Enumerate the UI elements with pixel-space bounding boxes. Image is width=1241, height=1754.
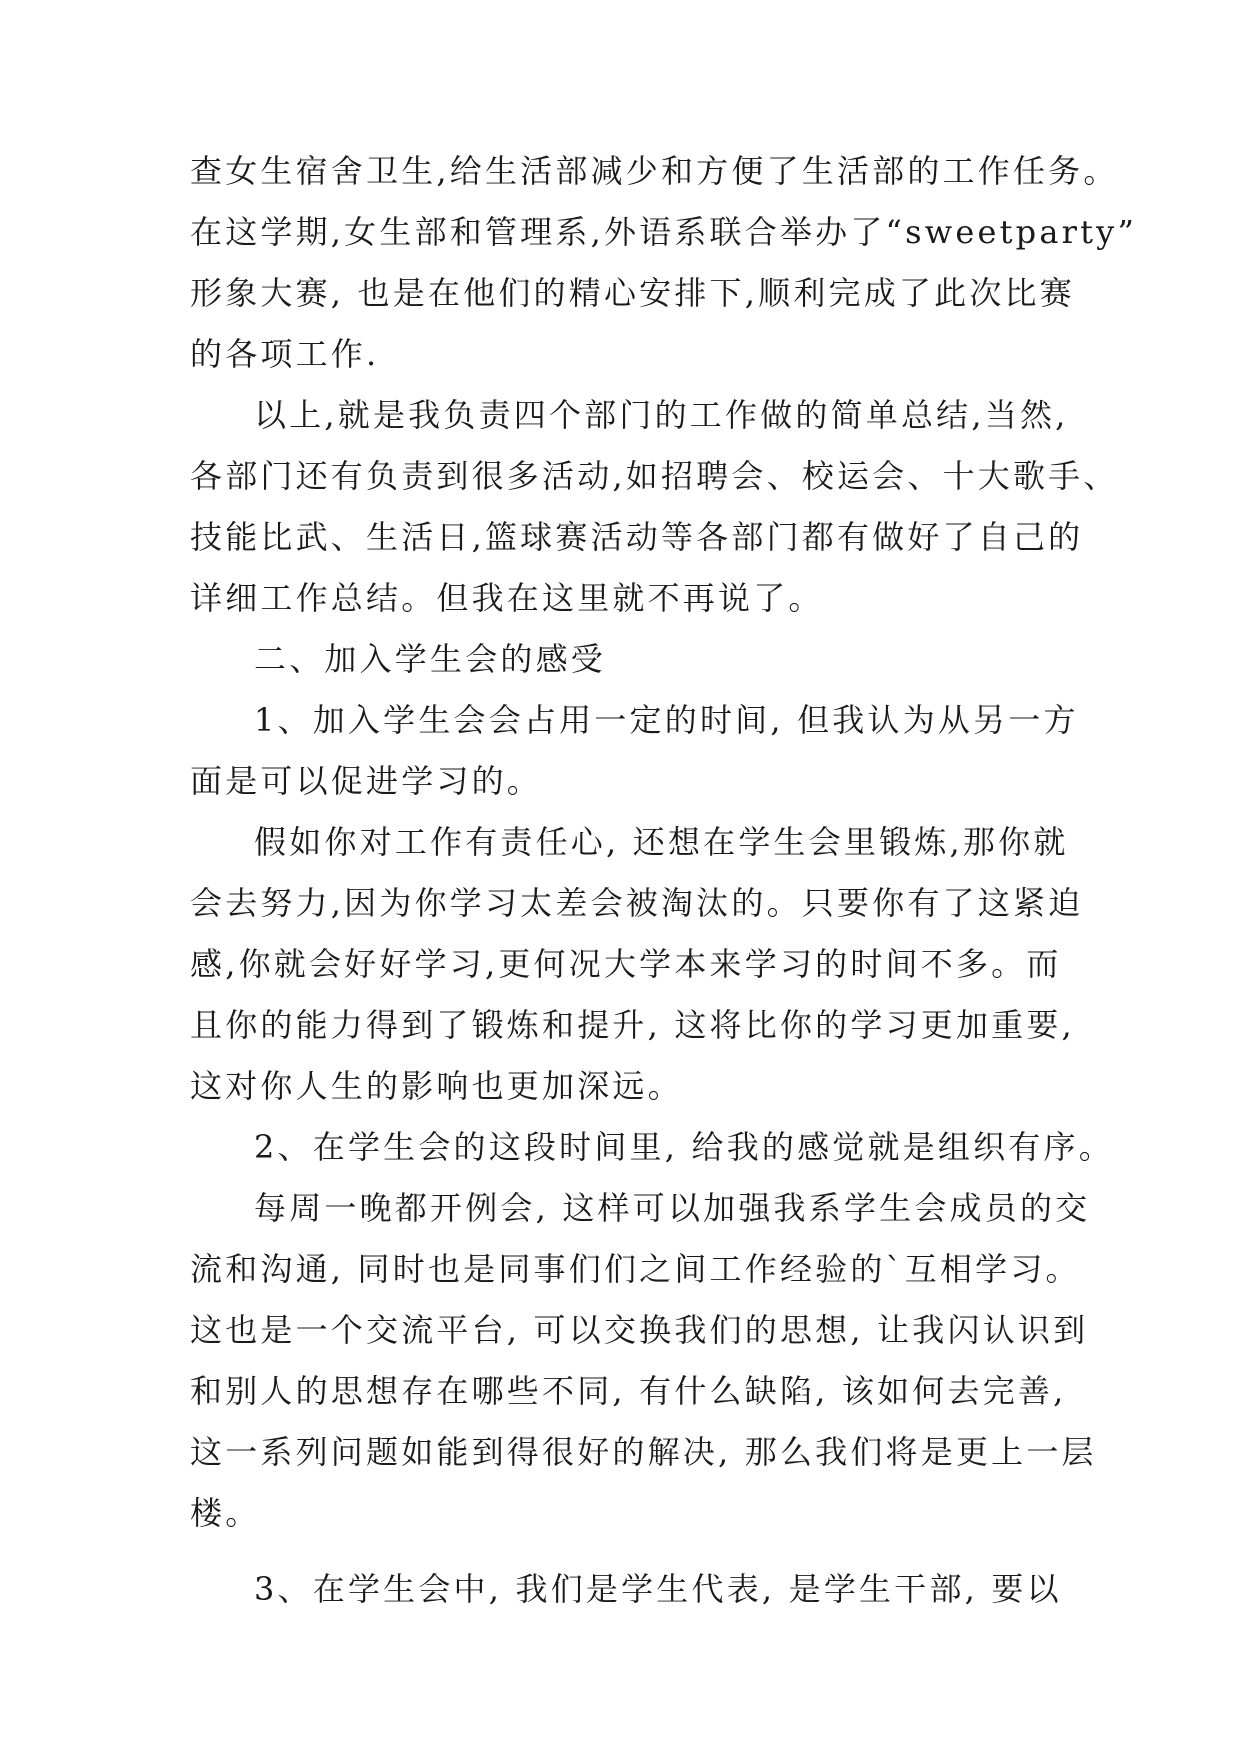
text-line: 流和沟通, 同时也是同事们们之间工作经验的`互相学习。: [190, 1250, 1081, 1288]
text-line: 形象大赛, 也是在他们的精心安排下,顺利完成了此次比赛: [190, 274, 1075, 312]
section-heading: 二、加入学生会的感受: [254, 640, 607, 678]
text-line: 假如你对工作有责任心, 还想在学生会里锻炼,那你就: [254, 823, 1069, 861]
text-line: 感,你就会好好学习,更何况大学本来学习的时间不多。而: [190, 945, 1062, 983]
text-line: 3、在学生会中, 我们是学生代表, 是学生干部, 要以: [254, 1570, 1062, 1608]
text-line: 2、在学生会的这段时间里, 给我的感觉就是组织有序。: [254, 1128, 1114, 1166]
text-line: 1、加入学生会会占用一定的时间, 但我认为从另一方: [254, 701, 1079, 739]
text-line: 技能比武、生活日,篮球赛活动等各部门都有做好了自己的: [190, 518, 1084, 556]
text-line: 面是可以促进学习的。: [190, 762, 543, 800]
text-line: 查女生宿舍卫生,给生活部减少和方便了生活部的工作任务。: [190, 152, 1119, 190]
text-line: 和别人的思想存在哪些不同, 有什么缺陷, 该如何去完善,: [190, 1372, 1067, 1410]
text-line: 的各项工作.: [190, 335, 380, 373]
text-line: 各部门还有负责到很多活动,如招聘会、校运会、十大歌手、: [190, 457, 1119, 495]
text-line: 以上,就是我负责四个部门的工作做的简单总结,当然,: [254, 396, 1069, 434]
text-line: 楼。: [190, 1494, 261, 1532]
text-line: 这一系列问题如能到得很好的解决, 那么我们将是更上一层: [190, 1433, 1097, 1471]
text-line: 在这学期,女生部和管理系,外语系联合举办了“sweetparty”: [190, 213, 1138, 251]
text-line: 每周一晚都开例会, 这样可以加强我系学生会成员的交: [254, 1189, 1091, 1227]
text-line: 会去努力,因为你学习太差会被淘汰的。只要你有了这紧迫: [190, 884, 1084, 922]
text-line: 这也是一个交流平台, 可以交换我们的思想, 让我闪认识到: [190, 1311, 1089, 1349]
text-line: 这对你人生的影响也更加深远。: [190, 1067, 683, 1105]
text-line: 详细工作总结。但我在这里就不再说了。: [190, 579, 824, 617]
text-line: 且你的能力得到了锻炼和提升, 这将比你的学习更加重要,: [190, 1006, 1075, 1044]
